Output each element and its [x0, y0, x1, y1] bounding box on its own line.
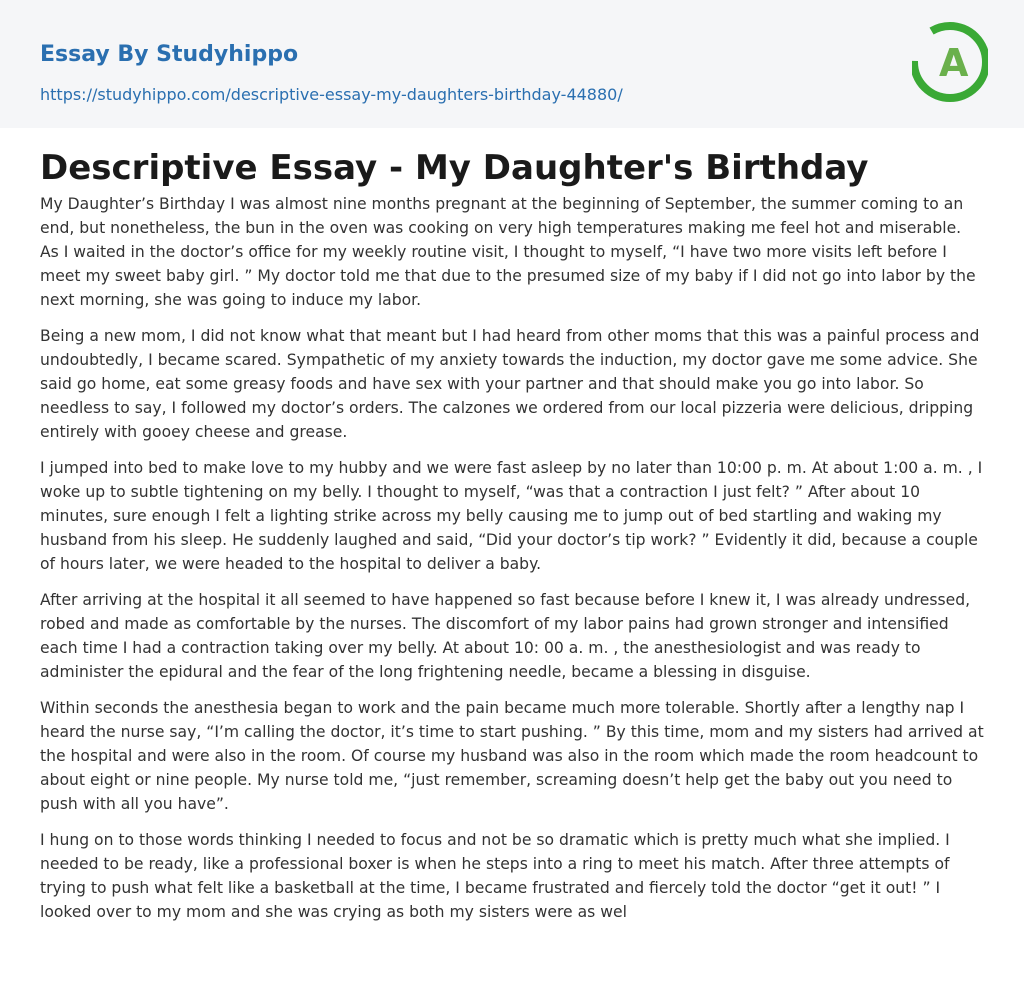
page-header	[0, 0, 1024, 128]
essay-paragraph-6: I hung on to those words thinking I needed to focus and not be so dramatic which is pretty much what she implied. I needed to be ready, like a professional boxer is when he steps into a ring to meet his match. After three attempts of trying to push what felt like a basketball at the time, I became frustrated and fiercely told the doctor “get it out! ” I looked over to my mom and she was crying as both my sisters were as wel	[40, 831, 950, 921]
site-brand[interactable]: Essay By Studyhippo	[40, 42, 299, 67]
essay-paragraph-1: My Daughter’s Birthday I was almost nine months pregnant at the beginning of September, the summer coming to an end, but nonetheless, the bun in the oven was cooking on very high temperatures making me feel hot and miserable. As I waited in the doctor’s office for my weekly routine visit, I thought to myself, “I have two more visits left before I meet my sweet baby girl. ” My doctor told me that due to the presumed size of my baby if I did not go into labor by the next morning, she was going to induce my labor.	[40, 195, 976, 309]
essay-paragraph-4: After arriving at the hospital it all seemed to have happened so fast because before I knew it, I was already undressed, robed and made as comfortable by the nurses. The discomfort of my labor pains had grown stronger and intensified each time I had a contraction taking over my belly. At about 10: 00 a. m. , the anesthesiologist and was ready to administer the epidural and the fear of the long frightening needle, became a blessing in disguise.	[40, 591, 971, 681]
essay-paragraph-2: Being a new mom, I did not know what that meant but I had heard from other moms that this was a painful process and undoubtedly, I became scared. Sympathetic of my anxiety towards the induction, my doctor gave me some advice. She said go home, eat some greasy foods and have sex with your partner and that should make you go into labor. So needless to say, I followed my doctor’s orders. The calzones we ordered from our local pizzeria were delicious, dripping entirely with gooey cheese and grease.	[40, 327, 980, 441]
essay-title: Descriptive Essay - My Daughter's Birthday	[40, 148, 869, 188]
logo-letter: A	[939, 41, 969, 85]
essay-paragraph-5: Within seconds the anesthesia began to work and the pain became much more tolerable. Shortly after a lengthy nap I heard the nurse say, “I’m calling the doctor, it’s time to start pushing. ” By this time, mom and my sisters had arrived at the hospital and were also in the room. Of course my husband was also in the room which made the room headcount to about eight or nine people. My nurse told me, “just remember, screaming doesn’t help get the baby out you need to push with all you have”.	[40, 699, 984, 813]
essay-paragraph-3: I jumped into bed to make love to my hubby and we were fast asleep by no later than 10:00 p. m. At about 1:00 a. m. , I woke up to subtle tightening on my belly. I thought to myself, “was that a contraction I just felt? ” After about 10 minutes, sure enough I felt a lighting strike across my belly causing me to jump out of bed startling and waking my husband from his sleep. He suddenly laughed and said, “Did your doctor’s tip work? ” Evidently it did, because a couple of hours later, we were headed to the hospital to deliver a baby.	[40, 459, 983, 573]
studyhippo-logo-icon[interactable]	[912, 18, 988, 106]
source-url-link[interactable]: https://studyhippo.com/descriptive-essay-my-daughters-birthday-44880/	[40, 85, 623, 104]
essay-content	[0, 148, 1024, 924]
